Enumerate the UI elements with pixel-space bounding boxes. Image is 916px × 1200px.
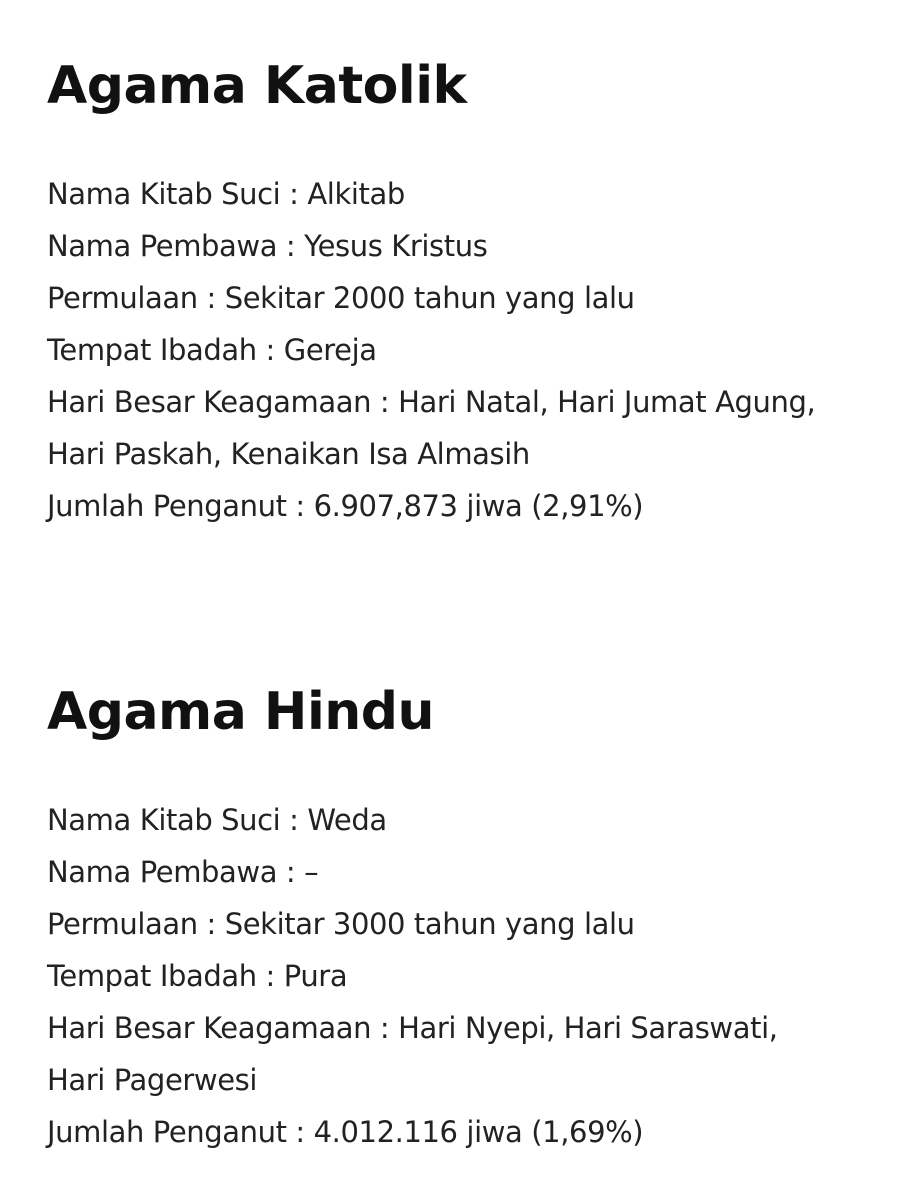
info-line-permulaan: Permulaan : Sekitar 3000 tahun yang lalu: [47, 907, 635, 941]
info-line-tempat-ibadah: Tempat Ibadah : Pura: [47, 959, 348, 993]
info-line-hari-besar: Hari Besar Keagamaan : Hari Natal, Hari Jumat Agung,: [47, 385, 816, 419]
info-line-hari-besar: Hari Besar Keagamaan : Hari Nyepi, Hari Saraswati,: [47, 1011, 778, 1045]
info-line-jumlah-penganut: Jumlah Penganut : 6.907,873 jiwa (2,91%): [47, 489, 644, 523]
info-line-hari-besar-cont: Hari Pagerwesi: [47, 1063, 258, 1097]
info-list: [47, 794, 907, 1158]
info-line-pembawa: Nama Pembawa : –: [47, 855, 319, 889]
info-line-tempat-ibadah: Tempat Ibadah : Gereja: [47, 333, 377, 367]
info-list: [47, 168, 907, 532]
info-line-permulaan: Permulaan : Sekitar 2000 tahun yang lalu: [47, 281, 635, 315]
info-line-jumlah-penganut: Jumlah Penganut : 4.012.116 jiwa (1,69%): [47, 1115, 644, 1149]
info-line-kitab-suci: Nama Kitab Suci : Weda: [47, 803, 387, 837]
info-line-kitab-suci: Nama Kitab Suci : Alkitab: [47, 177, 405, 211]
section-title: Agama Katolik: [47, 56, 467, 116]
section-agama-hindu: [47, 680, 907, 1158]
section-title: Agama Hindu: [47, 682, 435, 742]
info-line-hari-besar-cont: Hari Paskah, Kenaikan Isa Almasih: [47, 437, 530, 471]
section-agama-katolik: [47, 54, 907, 532]
info-line-pembawa: Nama Pembawa : Yesus Kristus: [47, 229, 488, 263]
